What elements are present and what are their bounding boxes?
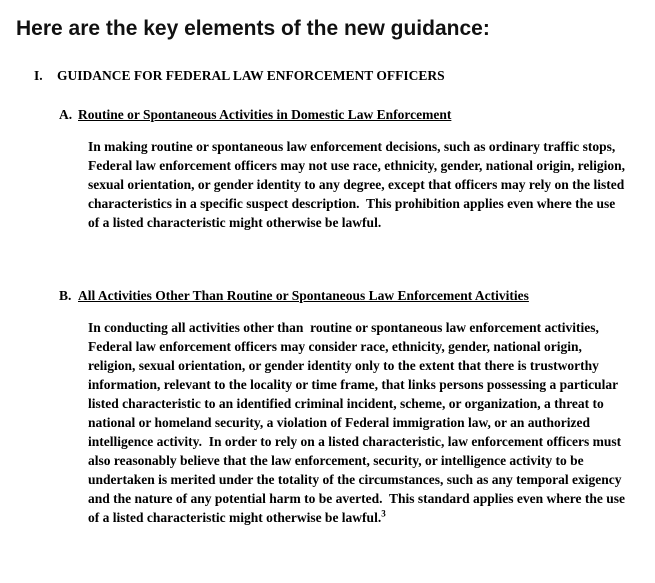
- section-heading-row: [34, 67, 639, 84]
- footnote-marker: 3: [381, 508, 386, 519]
- section-title: GUIDANCE FOR FEDERAL LAW ENFORCEMENT OFFICERS: [57, 68, 445, 83]
- subsection-b-heading: All Activities Other Than Routine or Spontaneous Law Enforcement Activities: [78, 288, 529, 303]
- subsection-b-heading-row: [59, 287, 639, 304]
- subsection-a-heading-row: [59, 106, 639, 123]
- page-title: Here are the key elements of the new guidance:: [16, 17, 490, 40]
- subsection-a-paragraph: [88, 137, 628, 232]
- subsection-a-heading: Routine or Spontaneous Activities in Domestic Law Enforcement: [78, 107, 452, 122]
- subsection-b-label: B.: [59, 288, 72, 303]
- subsection-b-paragraph: [88, 318, 628, 527]
- subsection-a-paragraph-text: In making routine or spontaneous law enforcement decisions, such as ordinary traffic stops, Federal law enforcement officers may not use race, ethnicity, gender, national origin, religion, sexual orientation, or gender identity to any degree, except that officers may rely on the listed characteristics in a specific suspect description. This prohibition applies even where the use of a listed characteristic might otherwise be lawful.: [88, 139, 629, 230]
- subsection-b-paragraph-text: In conducting all activities other than routine or spontaneous law enforcement activities, Federal law enforcement officers may consider race, ethnicity, gender, national origin, religion, sexual orientation, or gender identity only to the extent that there is trustworthy information, relevant to the locality or time frame, that links persons possessing a particular listed characteristic to an identified criminal incident, scheme, or organization, a threat to national or homeland security, a violation of Federal immigration law, or an authorized intelligence activity. In order to rely on a listed characteristic, law enforcement officers must also reasonably believe that the law enforcement, security, or intelligence activity to be undertaken is merited under the totality of the circumstances, such as any temporal exigency and the nature of any potential harm to be averted. This standard applies even where the use of a listed characteristic might otherwise be lawful.: [88, 320, 629, 525]
- section-number: I.: [34, 68, 43, 83]
- subsection-a-label: A.: [59, 107, 73, 122]
